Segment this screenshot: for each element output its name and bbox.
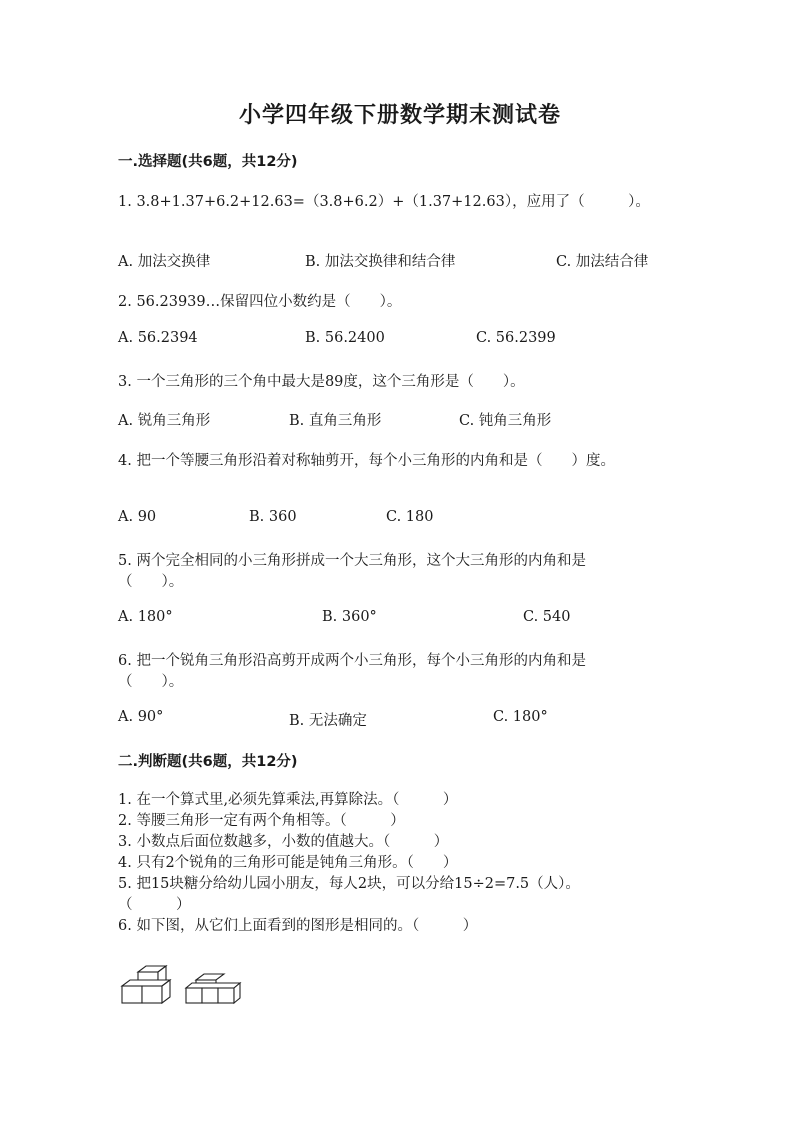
judgment-4: 4. 只有2个锐角的三角形可能是钝角三角形。（ ） [118,855,458,871]
q6-option-b: B. 无法确定 [289,713,367,729]
page-title: 小学四年级下册数学期末测试卷 [238,103,561,128]
question-5: 5. 两个完全相同的小三角形拼成一个大三角形，这个大三角形的内角和是 [118,553,586,569]
q2-option-a: A. 56.2394 [118,330,198,346]
question-4: 4. 把一个等腰三角形沿着对称轴剪开，每个小三角形的内角和是（ ）度。 [118,453,615,469]
judgment-6: 6. 如下图，从它们上面看到的图形是相同的。（ ） [118,918,478,934]
q4-option-b: B. 360 [249,509,297,525]
q6-option-c: C. 180° [493,709,548,725]
q5-option-b: B. 360° [322,609,377,625]
q1-option-c: C. 加法结合律 [556,254,649,270]
question-1: 1. 3.8+1.37+6.2+12.63=（3.8+6.2）+（1.37+12.63），应用了（ ）。 [118,194,650,210]
question-2: 2. 56.23939…保留四位小数约是（ ）。 [118,294,402,310]
question-3: 3. 一个三角形的三个角中最大是89度，这个三角形是（ ）。 [118,374,525,390]
judgment-5-blank: （ ） [118,897,191,913]
question-5-blank: （ ）。 [118,574,184,590]
q2-option-c: C. 56.2399 [476,330,556,346]
q3-option-c: C. 钝角三角形 [459,413,552,429]
section-heading-judgment: 二.判断题(共6题，共12分) [118,754,298,770]
q5-option-c: C. 540 [523,609,571,625]
question-6-blank: （ ）。 [118,674,184,690]
q3-option-a: A. 锐角三角形 [118,413,211,429]
q4-option-c: C. 180 [386,509,434,525]
question-6: 6. 把一个锐角三角形沿高剪开成两个小三角形，每个小三角形的内角和是 [118,653,586,669]
judgment-5: 5. 把15块糖分给幼儿园小朋友，每人2块，可以分给15÷2=7.5（人）。 [118,876,580,892]
judgment-3: 3. 小数点后面位数越多，小数的值越大。（ ） [118,834,449,850]
judgment-1: 1. 在一个算式里,必须先算乘法,再算除法。（ ） [118,792,458,808]
q6-option-a: A. 90° [118,709,164,725]
q1-option-a: A. 加法交换律 [118,254,211,270]
judgment-2: 2. 等腰三角形一定有两个角相等。（ ） [118,813,405,829]
q5-option-a: A. 180° [118,609,173,625]
q3-option-b: B. 直角三角形 [289,413,382,429]
q2-option-b: B. 56.2400 [305,330,385,346]
q1-option-b: B. 加法交换律和结合律 [305,254,456,270]
section-heading-choice: 一.选择题(共6题，共12分) [118,154,298,170]
q4-option-a: A. 90 [118,509,157,525]
cube-stack-figures-icon [118,962,248,1012]
